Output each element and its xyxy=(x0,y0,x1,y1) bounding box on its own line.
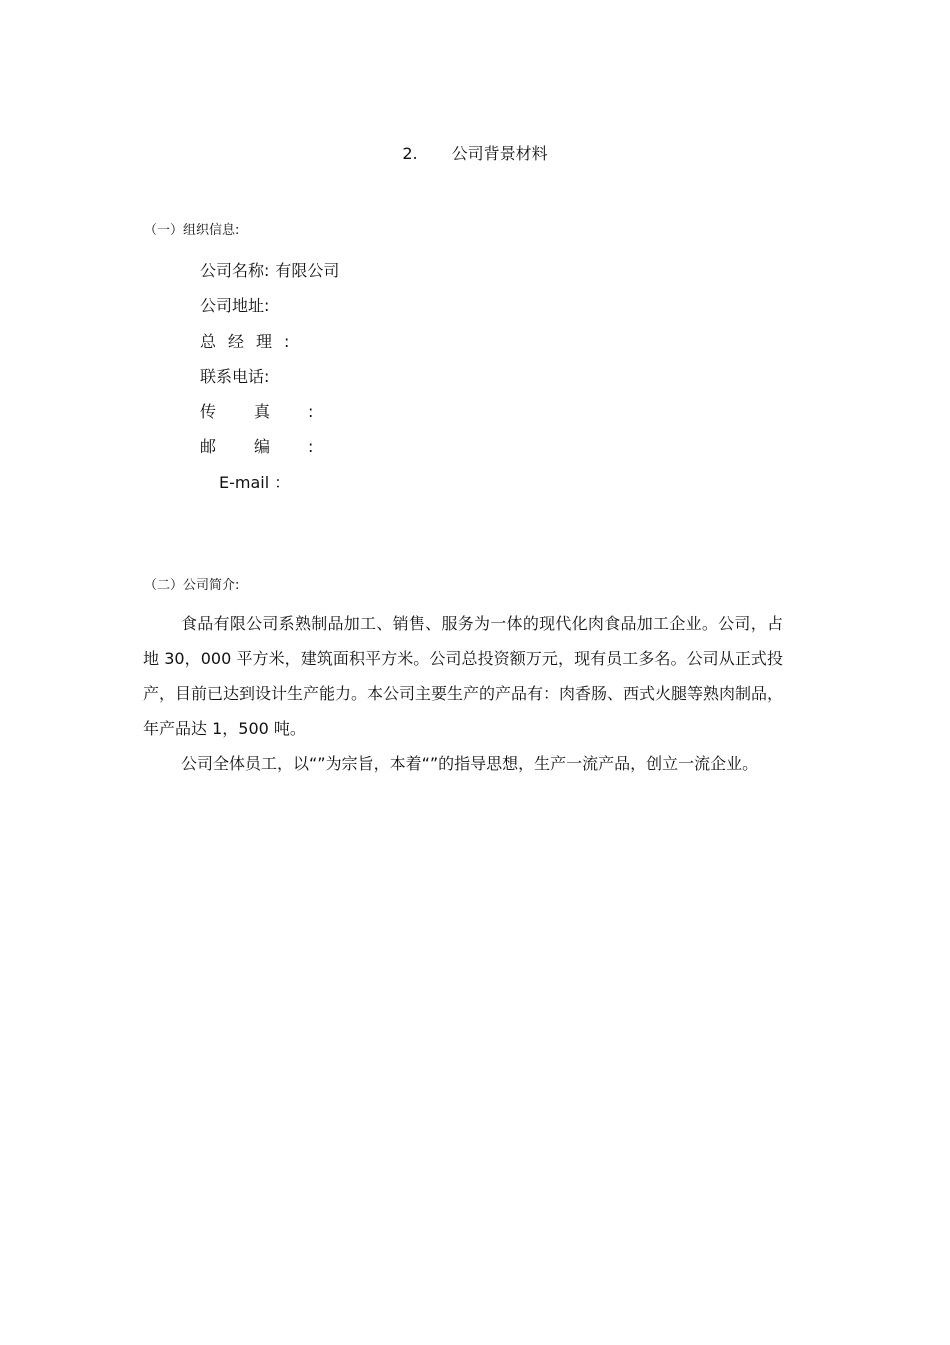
info-row-company-address xyxy=(200,295,275,317)
info-label: 传真: xyxy=(200,402,352,421)
section-heading-organization: （一）组织信息: xyxy=(144,223,240,238)
info-row-email xyxy=(219,472,296,494)
info-label: E-mail ： xyxy=(219,473,291,492)
info-row-general-manager xyxy=(200,331,307,353)
company-profile-body xyxy=(143,606,783,781)
info-label: 总经理: xyxy=(200,332,302,351)
section-heading-profile: （二）公司简介: xyxy=(144,578,240,593)
title-number: 2. xyxy=(402,144,418,163)
profile-paragraph: 食品有限公司系熟制品加工、销售、服务为一体的现代化肉食品加工企业。公司，占地 30，000 平方米，建筑面积平方米。公司总投资额万元，现有员工多名。公司从正式投产，目前已达到设计生产能力。本公司主要生产的产品有：肉香肠、西式火腿等熟肉制品，年产品达 1，500 吨。 xyxy=(143,614,784,738)
info-label: 公司地址: xyxy=(200,296,270,315)
info-row-phone xyxy=(200,366,275,388)
info-row-company-name xyxy=(200,260,339,282)
title-text: 公司背景材料 xyxy=(451,144,548,163)
info-label: 邮编: xyxy=(200,437,352,456)
info-label: 联系电话: xyxy=(200,367,270,386)
info-row-fax xyxy=(200,401,357,423)
info-label: 公司名称: xyxy=(200,261,270,280)
info-value: 有限公司 xyxy=(275,261,340,280)
page-title xyxy=(0,143,950,165)
info-row-postcode xyxy=(200,436,357,458)
profile-paragraph: 公司全体员工，以“”为宗旨，本着“”的指导思想，生产一流产品，创立一流企业。 xyxy=(181,754,759,773)
